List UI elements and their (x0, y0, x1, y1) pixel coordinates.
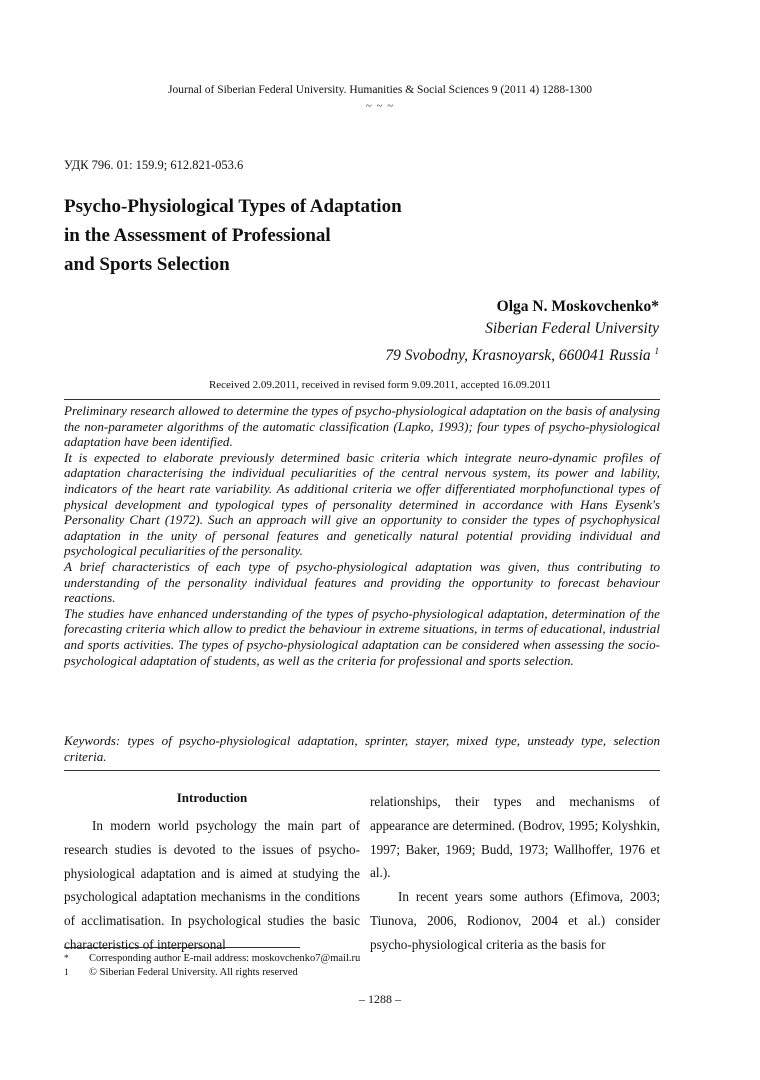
author-name: Olga N. Moskovchenko* (496, 298, 659, 315)
footnote-text: Corresponding author E-mail address: moskovchenko7@mail.ru (89, 953, 361, 964)
address-footnote-mark: 1 (654, 346, 659, 356)
udk-code: УДК 796. 01: 159.9; 612.821-053.6 (64, 158, 244, 172)
footnote-mark: * (64, 954, 69, 964)
footnote-mark: 1 (64, 968, 69, 978)
footnote-rule (64, 947, 300, 948)
received-dates: Received 2.09.2011, received in revised form 9.09.2011, accepted 16.09.2011 (208, 379, 552, 391)
abstract (64, 403, 660, 668)
title-line-1: Psycho-Physiological Types of Adaptation (64, 196, 402, 217)
abstract-paragraph-3: A brief characteristics of each type of psycho-physiological adaptation was given, thus contributing to understanding of the personality individual features and providing the opportunity to forecast behaviour reactions. (64, 558, 660, 606)
intro-paragraph-2: In recent years some authors (Efimova, 2003; Tiunova, 2006, Rodionov, 2004 et al.) consider psycho-physiological criteria as the basis for (370, 889, 660, 952)
journal-header: Journal of Siberian Federal University. Humanities & Social Sciences 9 (2011 4) 1288-1300 (168, 84, 592, 96)
footnote (64, 966, 360, 980)
author-address: 79 Svobodny, Krasnoyarsk, 660041 Russia (385, 347, 651, 365)
abstract-bottom-rule (64, 770, 660, 771)
footnotes (64, 952, 360, 980)
header-separator: ~ ~ ~ (365, 100, 395, 112)
abstract-top-rule (64, 399, 660, 400)
body-column-right (370, 790, 660, 957)
title-line-2: in the Assessment of Professional (64, 225, 331, 246)
intro-paragraph-1: In modern world psychology the main part of research studies is devoted to the issues of psycho-physiological adaptation and is aimed at studying the psychological adaptation mechanisms in the conditions of acclimatisation. In psychological studies the basic characteristics of interpersonal (64, 818, 360, 952)
body-column-left (64, 790, 360, 957)
keywords: Keywords: types of psycho-physiological adaptation, sprinter, stayer, mixed type, unsteady type, selection criteria. (64, 733, 660, 764)
title-line-3: and Sports Selection (64, 254, 230, 275)
author-block (385, 296, 659, 367)
article-title (64, 192, 402, 279)
author-affiliation: Siberian Federal University (485, 320, 659, 337)
section-heading: Introduction (176, 790, 248, 805)
page-number: – 1288 – (359, 992, 401, 1006)
abstract-paragraph-4: The studies have enhanced understanding of the types of psycho-physiological adaptation, determination of the forecasting criteria which allow to predict the behaviour in extreme situations, in terms of educational, industrial and sports activities. The types of psycho-physiological adaptation can be considered when assessing the socio-psychological adaptation of students, as well as the criteria for professional and sports selection. (64, 605, 660, 668)
intro-paragraph-1-cont: relationships, their types and mechanisms of appearance are determined. (Bodrov, 1995; Kolyshkin, 1997; Baker, 1969; Budd, 1973; Wallhoffer, 1976 et al.). (370, 794, 660, 881)
author-address-line (385, 340, 659, 367)
footnote-text: © Siberian Federal University. All rights reserved (89, 967, 298, 978)
abstract-paragraph-1: Preliminary research allowed to determine the types of psycho-physiological adaptation on the basis of analysing the non-parameter algorithms of the automatic classification (Lapko, 1993); four types of psycho-physiological adaptation have been identified. (64, 403, 660, 450)
footnote (64, 952, 360, 966)
abstract-paragraph-2: It is expected to elaborate previously determined basic criteria which integrate neuro-dynamic profiles of adaptation characterising the individual peculiarities of the central nervous system, its power and lability, indicators of the heart rate variability. As additional criteria we offer differentiated morphofunctional types of physical development and typological types of personality determined in accordance with Hans Eysenk's Personality Chart (1972). Such an approach will give an opportunity to consider the types of psychophysical adaptation in the unity of personal features and genetically natural potential providing individual and psychological peculiarities of the personality. (64, 449, 660, 559)
